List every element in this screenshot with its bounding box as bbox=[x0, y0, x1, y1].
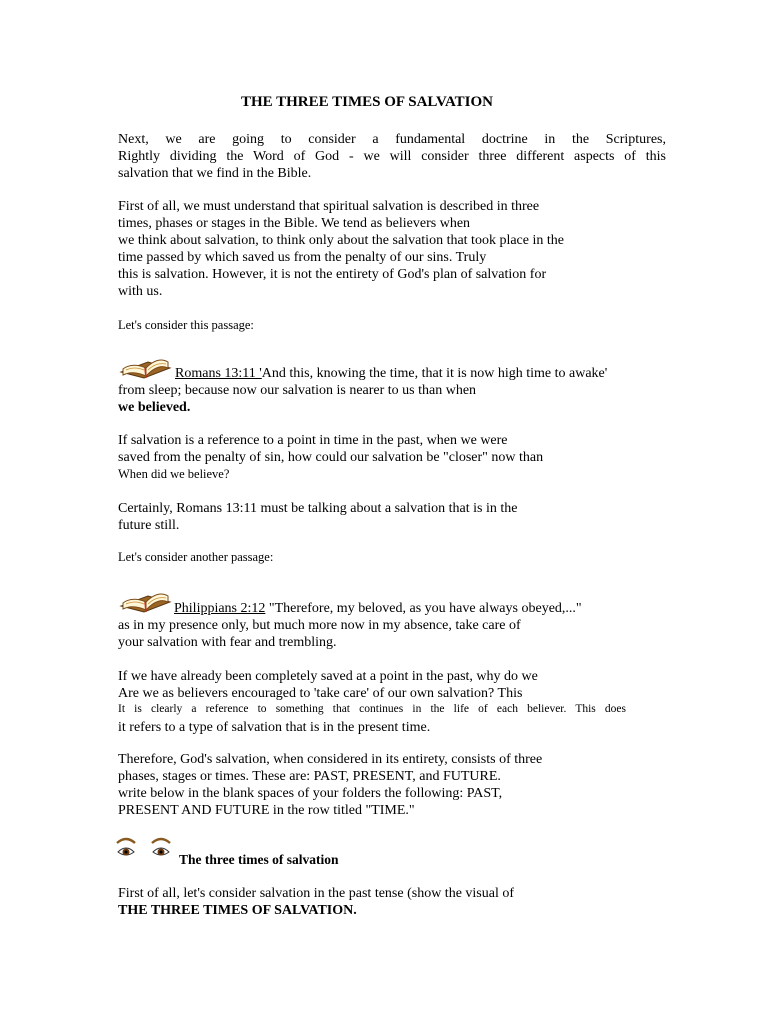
verse1-reference: Romans 13:11 ' bbox=[175, 366, 262, 381]
para6-line-3: write below in the blank spaces of your folders the following: PAST, bbox=[118, 786, 503, 801]
verse1-line-3: we believed. bbox=[118, 400, 191, 415]
verse2-text: "Therefore, my beloved, as you have always obeyed,..." bbox=[265, 601, 582, 616]
verse1-line-2: from sleep; because now our salvation is nearer to us than when bbox=[118, 383, 477, 398]
verse2-line-1 bbox=[174, 600, 582, 617]
para5-line-2: Are we as believers encouraged to 'take care' of our own salvation? This bbox=[118, 686, 523, 701]
para2-line-5: this is salvation. However, it is not the entirety of God's plan of salvation for bbox=[118, 267, 547, 282]
para6-line-4: PRESENT AND FUTURE in the row titled "TIME." bbox=[118, 803, 415, 818]
verse2-reference: Philippians 2:12 bbox=[174, 601, 266, 616]
verse1-text: And this, knowing the time, that it is now high time to awake' bbox=[261, 366, 608, 381]
para7-line-1: First of all, let's consider salvation in the past tense (show the visual of bbox=[118, 886, 515, 901]
para2-line-1: First of all, we must understand that spiritual salvation is described in three bbox=[118, 199, 540, 214]
para2-line-2: times, phases or stages in the Bible. We tend as believers when bbox=[118, 216, 471, 231]
verse2-line-3: your salvation with fear and trembling. bbox=[118, 635, 337, 650]
para7-line-2: THE THREE TIMES OF SALVATION. bbox=[118, 903, 357, 918]
consider-passage-2: Let's consider another passage: bbox=[118, 550, 274, 564]
para3-line-2: saved from the penalty of sin, how could our salvation be "closer" now than bbox=[118, 450, 544, 465]
para3-line-3: When did we believe? bbox=[118, 467, 230, 481]
eyes-icon bbox=[114, 836, 178, 864]
para2-line-6: with us. bbox=[118, 284, 163, 299]
consider-passage-1: Let's consider this passage: bbox=[118, 318, 254, 332]
three-times-heading: The three times of salvation bbox=[179, 852, 339, 867]
para4-line-2: future still. bbox=[118, 518, 180, 533]
para2-line-4: time passed by which saved us from the penalty of our sins. Truly bbox=[118, 250, 487, 265]
para5-line-1: If we have already been completely saved at a point in the past, why do we bbox=[118, 669, 538, 684]
para6-line-1: Therefore, God's salvation, when considered in its entirety, consists of three bbox=[118, 752, 543, 767]
verse2-line-2: as in my presence only, but much more now in my absence, take care of bbox=[118, 618, 521, 633]
para4-line-1: Certainly, Romans 13:11 must be talking about a salvation that is in the bbox=[118, 501, 518, 516]
page-title: THE THREE TIMES OF SALVATION bbox=[240, 94, 494, 110]
verse1-line-1 bbox=[175, 365, 607, 382]
para2-line-3: we think about salvation, to think only about the salvation that took place in the bbox=[118, 233, 564, 248]
para3-line-1: If salvation is a reference to a point in time in the past, when we were bbox=[118, 433, 508, 448]
para6-line-2: phases, stages or times. These are: PAST, PRESENT, and FUTURE. bbox=[118, 769, 501, 784]
para5-line-4: it refers to a type of salvation that is in the present time. bbox=[118, 720, 431, 735]
intro-line-2: Rightly dividing the Word of God - we will consider three different aspects of this bbox=[118, 149, 666, 164]
open-bible-icon bbox=[118, 582, 174, 616]
open-bible-icon bbox=[118, 348, 174, 382]
para5-line-3: It is clearly a reference to something that continues in the life of each believer. This does bbox=[118, 703, 626, 715]
intro-line-1: Next, we are going to consider a fundamental doctrine in the Scriptures, bbox=[118, 132, 666, 147]
intro-line-3: salvation that we find in the Bible. bbox=[118, 166, 312, 181]
